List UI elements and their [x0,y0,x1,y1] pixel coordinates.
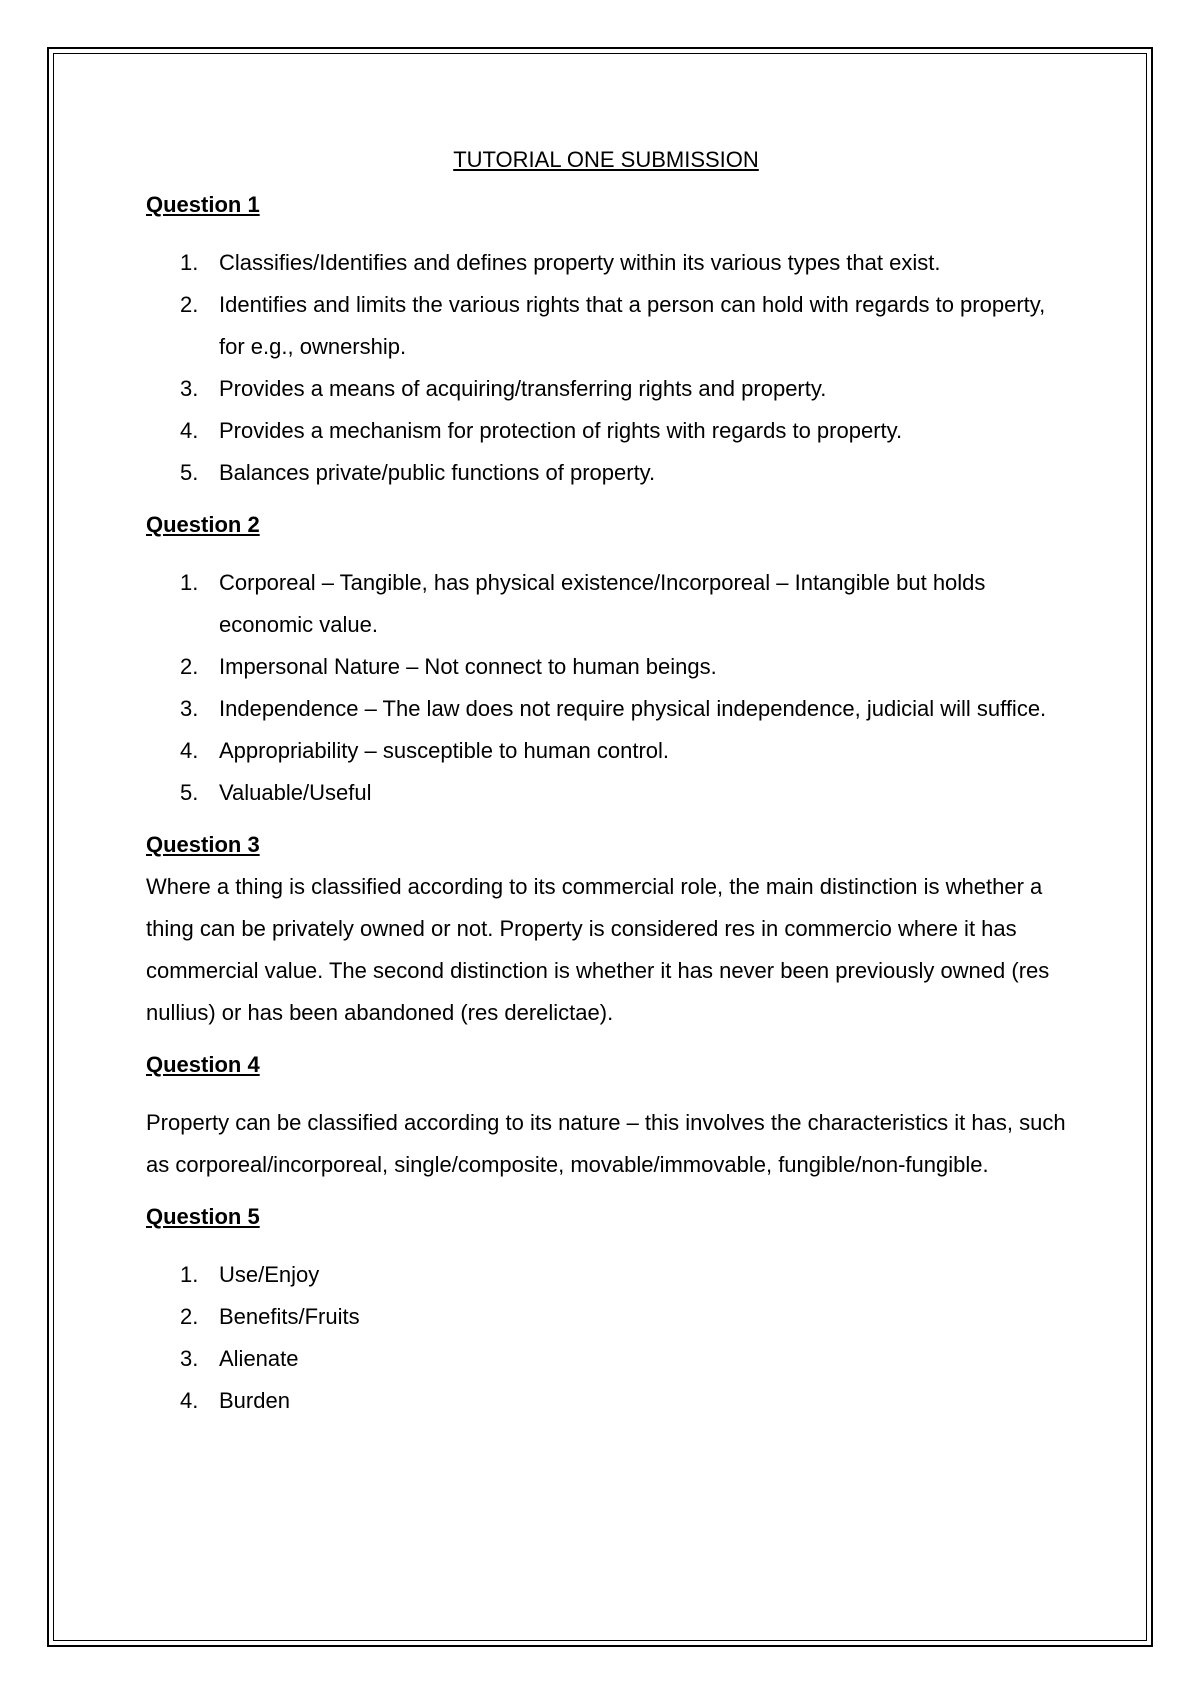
list-number: 5. [180,460,199,485]
list-number: 1. [180,570,199,595]
list-number: 5. [180,780,199,805]
list-item [146,1254,1066,1296]
question-3-answer: Where a thing is classified according to its commercial role, the main distinction is whether a thing can be privately owned or not. Property is considered res in commercio where it has commercial value. The second distinction is whether it has never been previously owned (res nullius) or has been abandoned (res derelictae). [146,874,1050,1025]
list-item-text: Alienate [219,1346,299,1371]
list-number: 3. [180,376,199,401]
question-5-list [146,1254,1066,1422]
list-number: 4. [180,1388,199,1413]
list-item-text: Balances private/public functions of property. [219,460,656,485]
question-3-section [146,824,1066,1034]
list-item-text: Identifies and limits the various rights that a person can hold with regards to property, for e.g., ownership. [219,292,1046,359]
list-item-text: Valuable/Useful [219,780,372,805]
list-item [146,646,1066,688]
list-number: 1. [180,1262,199,1287]
list-item [146,242,1066,284]
question-5-heading: Question 5 [146,1204,260,1229]
list-item [146,730,1066,772]
question-3-heading: Question 3 [146,832,260,857]
list-item-text: Independence – The law does not require physical independence, judicial will suffice. [219,696,1047,721]
list-item [146,772,1066,814]
question-1-list [146,242,1066,494]
question-2-list [146,562,1066,814]
list-item [146,410,1066,452]
list-item [146,452,1066,494]
list-number: 2. [180,292,199,317]
document-title: TUTORIAL ONE SUBMISSION [453,147,759,172]
list-item-text: Use/Enjoy [219,1262,320,1287]
question-4-answer: Property can be classified according to its nature – this involves the characteristics it has, such as corporeal/incorporeal, single/composite, movable/immovable, fungible/non-fungible. [146,1110,1066,1177]
list-item [146,688,1066,730]
list-number: 4. [180,738,199,763]
question-2-section [146,504,1066,814]
list-number: 1. [180,250,199,275]
list-item [146,562,1066,646]
list-item-text: Appropriability – susceptible to human control. [219,738,670,763]
question-2-heading: Question 2 [146,512,260,537]
list-item-text: Provides a means of acquiring/transferring rights and property. [219,376,827,401]
list-item-text: Provides a mechanism for protection of rights with regards to property. [219,418,903,443]
question-5-section [146,1196,1066,1422]
list-number: 3. [180,696,199,721]
list-item [146,368,1066,410]
list-item [146,1338,1066,1380]
list-number: 3. [180,1346,199,1371]
list-item [146,284,1066,368]
list-number: 4. [180,418,199,443]
question-4-section [146,1044,1066,1186]
question-4-heading: Question 4 [146,1052,260,1077]
list-item [146,1296,1066,1338]
list-item-text: Benefits/Fruits [219,1304,360,1329]
list-item-text: Classifies/Identifies and defines property within its various types that exist. [219,250,941,275]
question-1-heading: Question 1 [146,192,260,217]
document-body [146,136,1066,1432]
question-1-section [146,184,1066,494]
list-item [146,1380,1066,1422]
list-number: 2. [180,654,199,679]
list-number: 2. [180,1304,199,1329]
list-item-text: Impersonal Nature – Not connect to human beings. [219,654,717,679]
list-item-text: Burden [219,1388,290,1413]
list-item-text: Corporeal – Tangible, has physical existence/Incorporeal – Intangible but holds economic value. [219,570,986,637]
